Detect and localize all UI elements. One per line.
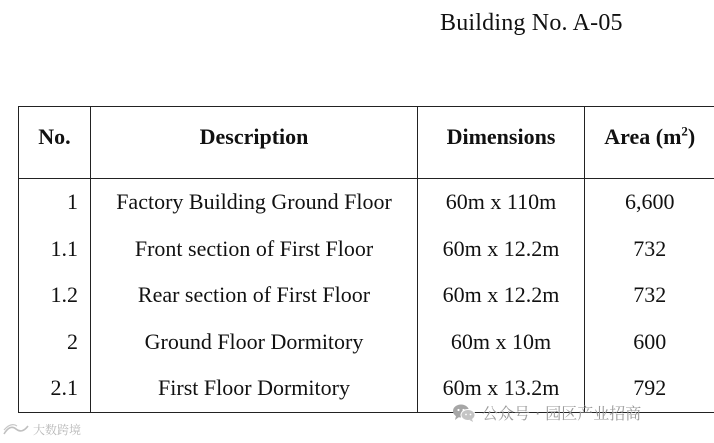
table-row [19,226,714,273]
lines-logo-icon [2,423,30,437]
header-area-superscript: 2 [681,123,688,139]
row-dimensions: 60m x 110m [418,179,585,226]
brand-watermark-text: 大数跨境 [33,423,82,437]
header-area [585,107,714,179]
row-no: 1.1 [19,226,91,273]
row-description: First Floor Dormitory [91,365,418,412]
header-area-label: Area (m [604,124,682,149]
table-header-row [19,107,714,179]
row-description: Ground Floor Dormitory [91,319,418,366]
header-no: No. [19,107,91,179]
brand-watermark [2,421,81,438]
row-dimensions: 60m x 12.2m [418,272,585,319]
row-no: 1.2 [19,272,91,319]
row-dimensions: 60m x 10m [418,319,585,366]
row-area: 6,600 [585,179,714,226]
wechat-watermark [452,401,641,424]
table-row [19,319,714,366]
table-row [19,179,714,226]
row-dimensions: 60m x 13.2m [418,365,585,412]
row-area: 600 [585,319,714,366]
row-area: 732 [585,226,714,273]
row-description: Rear section of First Floor [91,272,418,319]
row-area: 792 [585,365,714,412]
header-area-close: ) [687,124,696,149]
area-table [18,106,714,413]
building-title: Building No. A-05 [440,10,623,36]
row-dimensions: 60m x 12.2m [418,226,585,273]
row-no: 1 [19,179,91,226]
row-area: 732 [585,272,714,319]
wechat-icon [452,403,476,423]
row-description: Factory Building Ground Floor [91,179,418,226]
header-dimensions: Dimensions [418,107,585,179]
row-no: 2.1 [19,365,91,412]
header-description: Description [91,107,418,179]
table-row [19,272,714,319]
row-no: 2 [19,319,91,366]
row-description: Front section of First Floor [91,226,418,273]
wechat-watermark-text: 公众号 · 园区产业招商 [482,404,642,423]
